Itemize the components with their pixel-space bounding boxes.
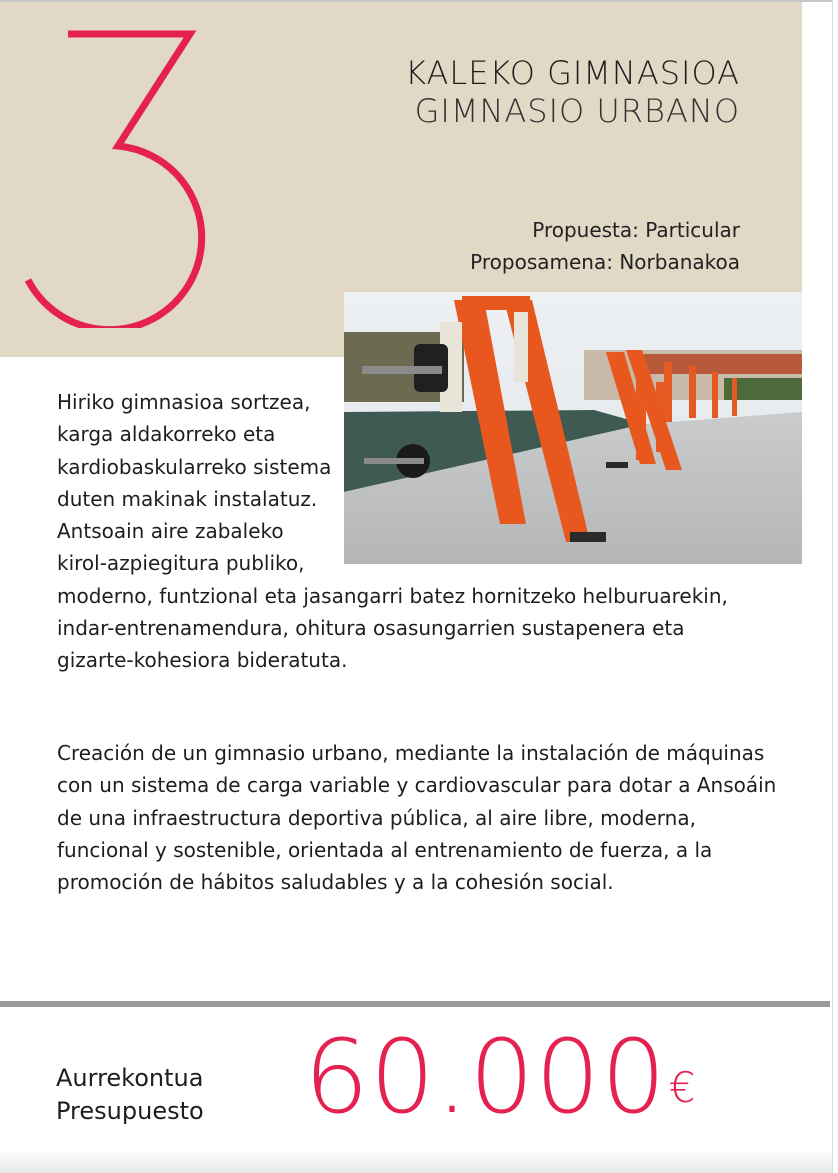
budget-value: 60.000: [304, 1018, 667, 1137]
proposal-spanish: Propuesta: Particular: [532, 218, 740, 242]
description-spanish: Creación de un gimnasio urbano, mediante la instalación de máquinas con un sistema de carga variable y cardiovascular para dotar a Ansoáin de una infraestructura deportiva pública, al aire libre, moderna, funcional y sostenible, orientada al entrenamiento de fuerza, a la promoción de hábitos saludables y a la cohesión social.: [57, 741, 777, 895]
description-basque-text: Hiriko gimnasioa sortzea, karga aldakorreko eta kardiobaskularreko sistema duten makinak instalatuz. Antsoain aire zabaleko kirol-azpiegitura publiko, moderno, funtzional eta jasangarri batez hornitzeko helburuarekin, indar-entrenamendura, ohitura osasungarrien sustapenera eta gizarte-kohesiora bideratuta.: [57, 390, 728, 673]
budget-amount: [304, 1018, 697, 1138]
budget-labels: [56, 1062, 204, 1128]
project-number: [22, 28, 252, 328]
proposal-block: [470, 214, 740, 278]
title-basque: KALEKO GIMNASIOA: [405, 54, 740, 92]
photo-text-wrap: [339, 386, 757, 576]
title-spanish: GIMNASIO URBANO: [414, 92, 740, 130]
description-basque: [57, 386, 757, 677]
title-block: [405, 54, 740, 130]
budget-label-basque: Aurrekontua: [56, 1064, 204, 1092]
euro-sign: €: [668, 1063, 697, 1112]
budget-label-spanish: Presupuesto: [56, 1097, 204, 1125]
divider: [0, 1001, 830, 1007]
proposal-basque: Proposamena: Norbanakoa: [470, 250, 740, 274]
bottom-shade: [0, 1150, 832, 1173]
